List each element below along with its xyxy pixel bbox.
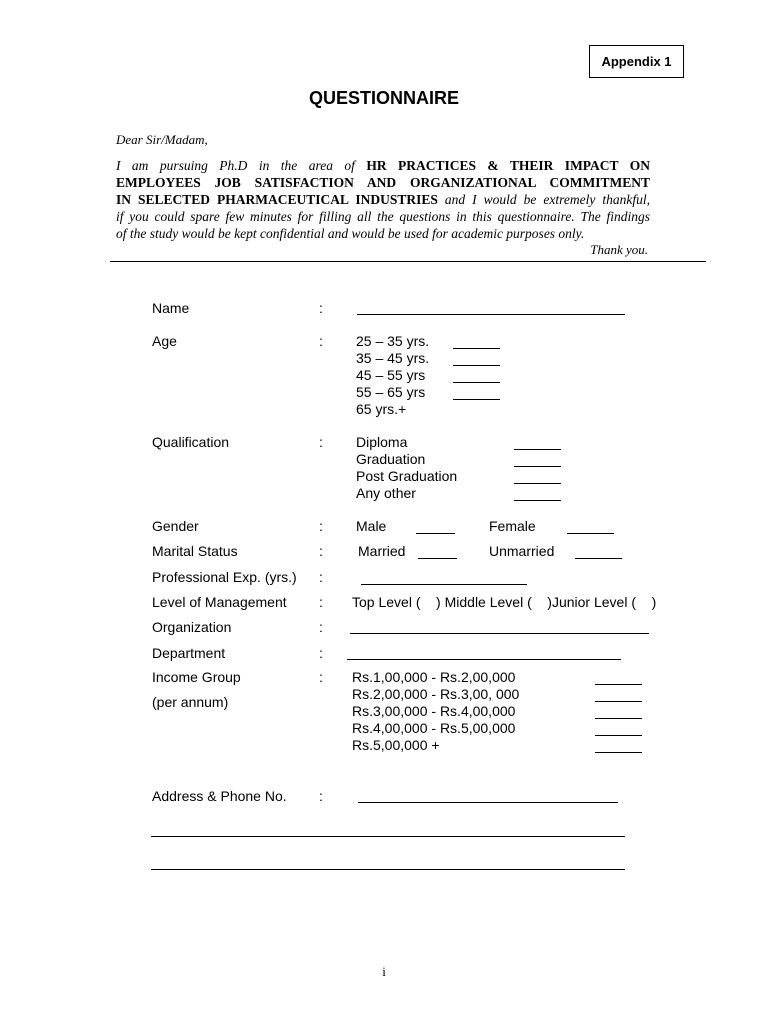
colon: : [319, 518, 323, 534]
income-option-blank[interactable] [595, 735, 642, 736]
age-option-blank[interactable] [453, 399, 500, 400]
intro-line-5 [116, 225, 650, 242]
age-option-blank[interactable] [453, 382, 500, 383]
marital-married-blank[interactable] [418, 558, 457, 559]
qualification-option-blank[interactable] [514, 500, 561, 501]
marital-married-label: Married [358, 543, 406, 559]
intro-line-2 [116, 174, 650, 191]
qualification-option-blank[interactable] [514, 483, 561, 484]
appendix-label [589, 45, 684, 78]
colon: : [319, 645, 323, 661]
intro-topic: HR PRACTICES & THEIR IMPACT ON [366, 158, 650, 173]
colon: : [319, 569, 323, 585]
intro-text: and I would be extremely thankful, [437, 192, 650, 207]
colon: : [319, 300, 323, 316]
age-option: 25 – 35 yrs. [356, 333, 430, 349]
level-of-management-options[interactable]: Top Level ( ) Middle Level ( )Junior Level ( ) [352, 594, 657, 610]
qualification-option: Graduation [356, 451, 426, 467]
salutation: Dear Sir/Madam, [116, 132, 208, 147]
age-option-blank[interactable] [453, 348, 500, 349]
page-title: QUESTIONNAIRE [308, 88, 459, 108]
professional-exp-label: Professional Exp. (yrs.) [152, 569, 297, 585]
income-option: Rs.3,00,000 - Rs.4,00,000 [352, 703, 516, 719]
intro-line-4 [116, 208, 650, 225]
intro-text: of the study would be kept confidential and would be used for academic purposes only. [116, 226, 585, 241]
qualification-option: Any other [356, 485, 416, 501]
department-label: Department [152, 645, 226, 661]
colon: : [319, 594, 323, 610]
marital-unmarried-blank[interactable] [575, 558, 622, 559]
age-label: Age [152, 333, 177, 349]
income-option-blank[interactable] [595, 684, 642, 685]
header-divider [110, 261, 706, 262]
colon: : [319, 619, 323, 635]
gender-female-label: Female [489, 518, 536, 534]
income-option-blank[interactable] [595, 701, 642, 702]
income-option-blank[interactable] [595, 752, 642, 753]
name-label: Name [152, 300, 190, 316]
marital-unmarried-label: Unmarried [489, 543, 555, 559]
professional-exp-field[interactable] [361, 584, 527, 585]
income-option: Rs.2,00,000 - Rs.3,00, 000 [352, 686, 520, 702]
level-of-management-label: Level of Management [152, 594, 287, 610]
address-phone-field[interactable] [358, 802, 618, 803]
appendix-text: Appendix 1 [601, 54, 672, 69]
income-option-blank[interactable] [595, 718, 642, 719]
colon: : [319, 543, 323, 559]
address-phone-label: Address & Phone No. [152, 788, 287, 804]
age-option: 35 – 45 yrs. [356, 350, 430, 366]
marital-status-label: Marital Status [152, 543, 238, 559]
per-annum-label: (per annum) [152, 694, 229, 710]
intro-topic: EMPLOYEES JOB SATISFACTION AND ORGANIZATIONAL COMMITMENT [116, 175, 650, 190]
qualification-option-blank[interactable] [514, 449, 561, 450]
intro-topic: IN SELECTED PHARMACEUTICAL INDUSTRIES [116, 192, 438, 207]
age-option-blank[interactable] [453, 365, 500, 366]
age-option: 45 – 55 yrs [356, 367, 426, 383]
qualification-label: Qualification [152, 434, 230, 450]
thank-you-text: Thank you. [590, 242, 648, 257]
department-field[interactable] [347, 659, 621, 660]
qualification-option: Diploma [356, 434, 408, 450]
intro-line-3 [116, 191, 650, 208]
name-field[interactable] [357, 314, 625, 315]
age-option: 55 – 65 yrs [356, 384, 426, 400]
income-option: Rs.5,00,000 + [352, 737, 440, 753]
organization-field[interactable] [350, 633, 649, 634]
intro-text: if you could spare few minutes for filling all the questions in this questionnaire. The findings [116, 209, 650, 224]
gender-male-label: Male [356, 518, 387, 534]
intro-paragraph [116, 157, 650, 242]
colon: : [319, 788, 323, 804]
organization-label: Organization [152, 619, 232, 635]
qualification-option-blank[interactable] [514, 466, 561, 467]
intro-text: I am pursuing Ph.D in the area of [116, 158, 367, 173]
gender-female-blank[interactable] [567, 533, 614, 534]
age-option: 65 yrs.+ [356, 401, 407, 417]
qualification-option: Post Graduation [356, 468, 458, 484]
gender-label: Gender [152, 518, 199, 534]
colon: : [319, 669, 323, 685]
colon: : [319, 434, 323, 450]
address-line-field[interactable] [151, 836, 625, 837]
income-group-label: Income Group [152, 669, 241, 685]
address-line-field[interactable] [151, 869, 625, 870]
colon: : [319, 333, 323, 349]
income-option: Rs.1,00,000 - Rs.2,00,000 [352, 669, 516, 685]
gender-male-blank[interactable] [416, 533, 455, 534]
income-option: Rs.4,00,000 - Rs.5,00,000 [352, 720, 516, 736]
page-number: i [382, 964, 386, 979]
intro-line-1 [116, 157, 650, 174]
